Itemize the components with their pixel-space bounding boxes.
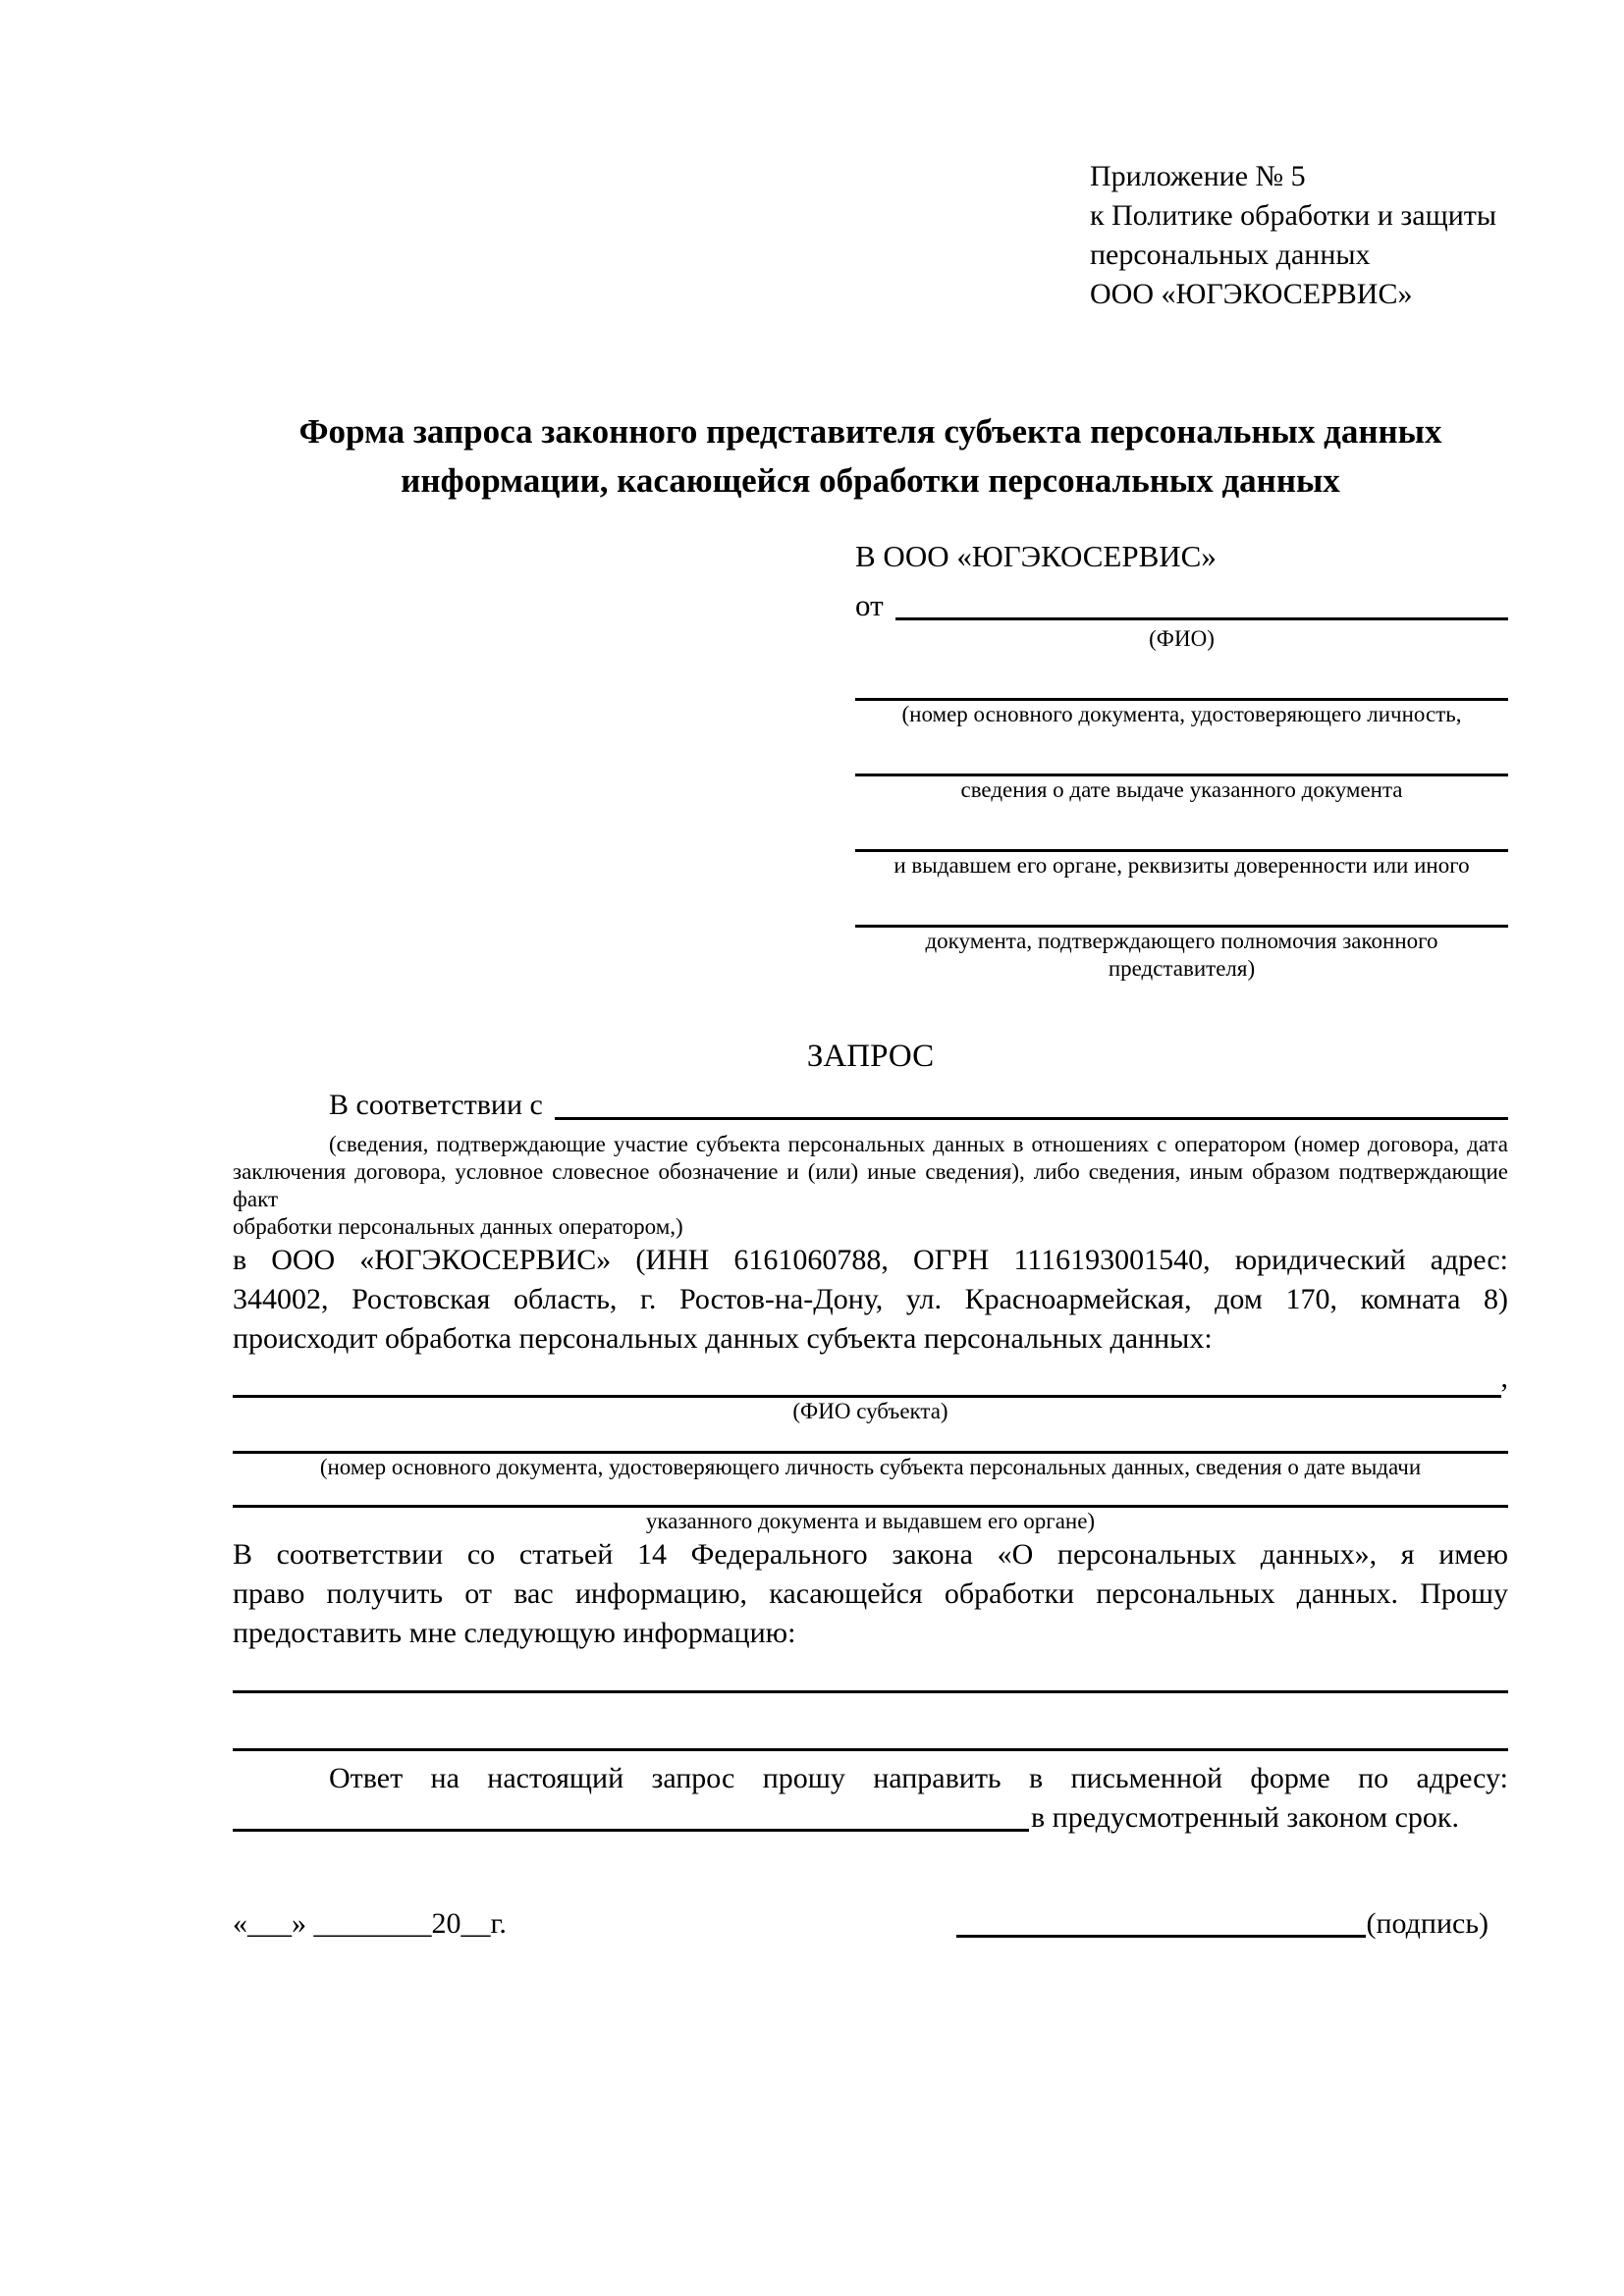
- intro-fill-line: [555, 1116, 1508, 1120]
- operator-paragraph-line-3: происходит обработка персональных данных субъекта персональных данных:: [233, 1322, 1213, 1355]
- document-number-caption: (номер основного документа, удостоверяющего личность,: [901, 702, 1462, 726]
- intro-caption-line-2: заключения договора, условное словесное обозначение и (или) иные сведения), либо сведения, иным образом подтверждающие факт: [233, 1159, 1508, 1211]
- appendix-note-line: Приложение № 5: [1090, 160, 1306, 192]
- signature-block: [956, 1904, 1489, 1944]
- answer-paragraph-line-1: Ответ на настоящий запрос прошу направить в письменной форме по адресу:: [329, 1762, 1508, 1794]
- subject-document-caption-1: (номер основного документа, удостоверяющего личность субъекта персональных данных, сведения о дате выдачи: [319, 1455, 1422, 1479]
- operator-paragraph-line-1: в ООО «ЮГЭКОСЕРВИС» (ИНН 6161060788, ОГРН 1116193001540, юридический адрес:: [233, 1244, 1508, 1276]
- from-row: [855, 586, 1508, 625]
- answer-paragraph: [233, 1759, 1508, 1838]
- issuing-authority-caption: и выдавшем его органе, реквизиты доверенности или иного: [893, 853, 1470, 878]
- intro-row: [233, 1086, 1508, 1125]
- operator-paragraph: [233, 1241, 1508, 1359]
- appendix-note-line: персональных данных: [1090, 239, 1371, 271]
- authority-document-line: [855, 880, 1508, 928]
- addressee-block: [855, 537, 1508, 983]
- appendix-note-line: к Политике обработки и защиты: [1090, 199, 1497, 232]
- authority-document-caption: документа, подтверждающего полномочия законного представителя): [925, 929, 1438, 981]
- information-blank-line-2: [233, 1711, 1508, 1751]
- signature-line: [956, 1934, 1366, 1938]
- form-title-line-2: информации, касающейся обработки персональных данных: [401, 461, 1340, 500]
- subject-fio-caption: (ФИО субъекта): [792, 1399, 948, 1423]
- date-blank: «___» ________20__г.: [233, 1907, 507, 1940]
- law-paragraph: [233, 1535, 1508, 1653]
- subject-fio-row: [233, 1359, 1508, 1398]
- issue-date-caption: сведения о дате выдаче указанного документа: [960, 777, 1403, 802]
- appendix-note: [1090, 157, 1508, 314]
- operator-paragraph-line-2: 344002, Ростовская область, г. Ростов-на-Дону, ул. Красноармейская, дом 170, комната 8): [233, 1283, 1508, 1315]
- form-title: [233, 407, 1508, 506]
- footer-row: [233, 1904, 1508, 1944]
- appendix-note-line: ООО «ЮГЭКОСЕРВИС»: [1090, 278, 1413, 310]
- law-paragraph-line-1: В соответствии со статьей 14 Федерального закона «О персональных данных», я имею: [233, 1538, 1508, 1571]
- subject-document-caption-2: указанного документа и выдавшем его органе): [645, 1509, 1096, 1533]
- signature-caption: (подпись): [1366, 1907, 1489, 1940]
- intro-caption: [233, 1131, 1508, 1241]
- intro-caption-line-1: (сведения, подтверждающие участие субъекта персональных данных в отношениях с оператором (номер договора, дата: [329, 1132, 1508, 1156]
- from-fill-line: [895, 616, 1508, 620]
- fio-caption: (ФИО): [1149, 626, 1215, 651]
- answer-address-row: [233, 1798, 1508, 1838]
- request-heading: ЗАПРОС: [806, 1039, 935, 1074]
- law-paragraph-line-3: предоставить мне следующую информацию:: [233, 1617, 796, 1649]
- addressee-company: В ООО «ЮГЭКОСЕРВИС»: [855, 539, 1217, 573]
- issuing-authority-line: [855, 804, 1508, 852]
- subject-fio-comma: ,: [1500, 1362, 1508, 1394]
- information-blank-line-1: [233, 1653, 1508, 1693]
- subject-fio-line: [233, 1362, 1501, 1398]
- answer-paragraph-tail: в предусмотренный законом срок.: [1031, 1801, 1459, 1834]
- subject-document-line: [233, 1425, 1508, 1454]
- subject-document-line-2: [233, 1481, 1508, 1508]
- from-label: от: [855, 588, 884, 622]
- intro-label: В соответствии с: [329, 1089, 543, 1121]
- law-paragraph-line-2: право получить от вас информацию, касающейся обработки персональных данных. Прошу: [233, 1577, 1508, 1610]
- document-number-line: [855, 653, 1508, 701]
- form-title-line-1: Форма запроса законного представителя субъекта персональных данных: [298, 412, 1442, 451]
- intro-caption-line-3: обработки персональных данных оператором,): [233, 1214, 683, 1239]
- issue-date-line: [855, 728, 1508, 776]
- answer-address-line: [233, 1828, 1029, 1832]
